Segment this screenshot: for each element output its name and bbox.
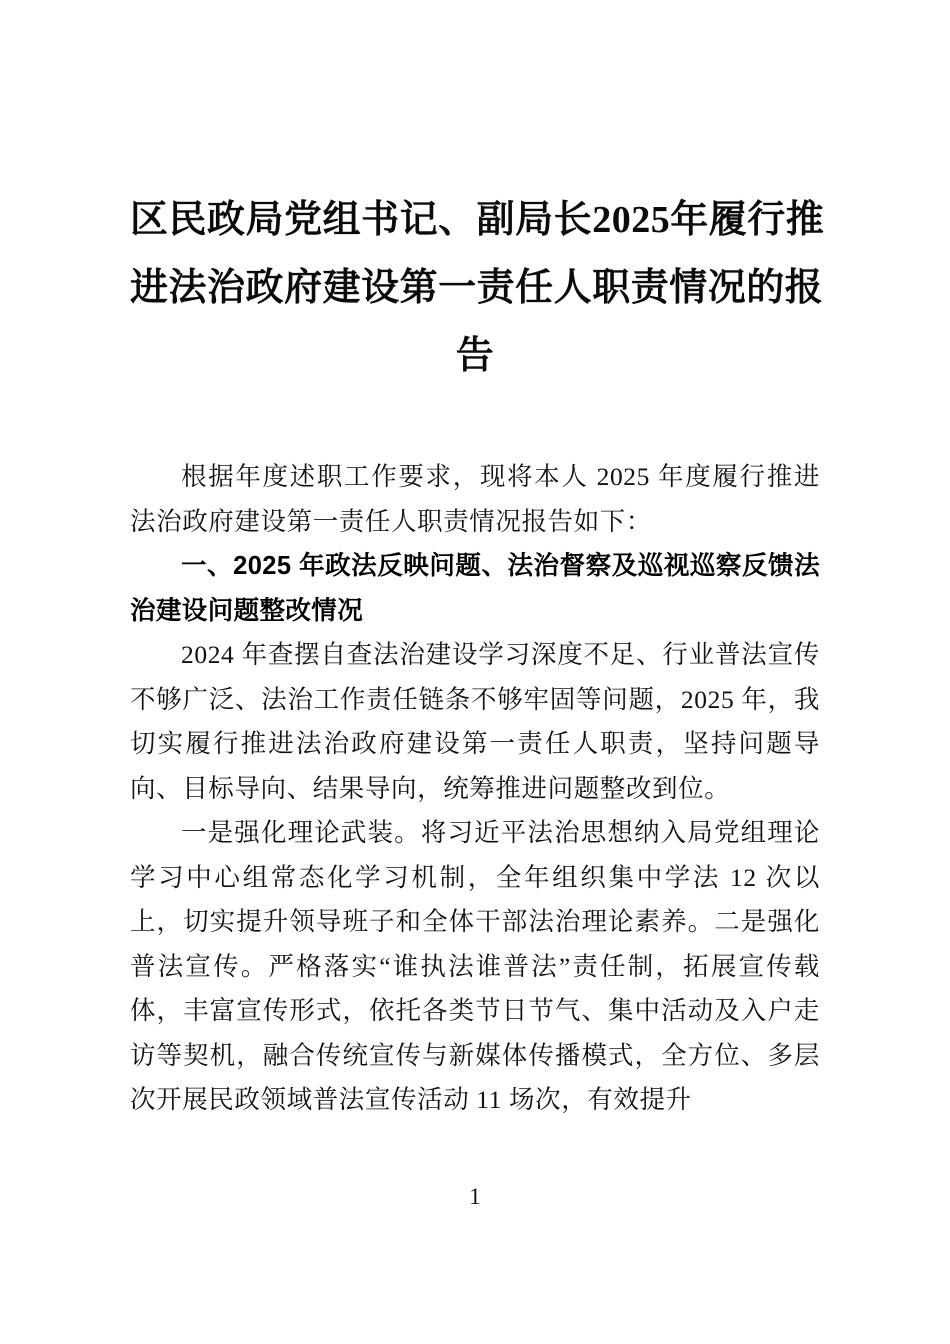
title-line-1-char: 履 — [708, 199, 748, 241]
page-title — [130, 186, 825, 390]
title-line-1-char: 区 — [130, 199, 169, 241]
title-line-1 — [130, 186, 825, 254]
title-line-2-char: 治 — [207, 267, 246, 309]
title-line-1-char: 组 — [322, 199, 362, 241]
title-line-2-char: 建 — [322, 267, 362, 309]
paragraph-rectification: 2024 年查摆自查法治建设学习深度不足、行业普法宣传不够广泛、法治工作责任链条不够牢固等问题，2025 年，我切实履行推进法治政府建设第一责任人职责，坚持问题导向、目标导向、结果导向，统筹推进问题整改到位。 — [130, 640, 820, 803]
title-line-2-char: 法 — [168, 267, 208, 309]
title-line-2-char: 任 — [515, 267, 554, 309]
title-line-1-char: 、 — [438, 199, 477, 241]
title-line-3: 告 — [455, 335, 495, 377]
paragraph-intro: 根据年度述职工作要求，现将本人 2025 年度履行推进法治政府建设第一责任人职责情况报告如下： — [130, 462, 820, 536]
title-line-2-char: 的 — [746, 267, 785, 309]
title-line-1-char: 党 — [284, 199, 323, 241]
title-line-2-char: 一 — [438, 267, 477, 309]
title-line-2-char: 府 — [284, 267, 323, 309]
title-line-1-char: 民 — [168, 199, 208, 241]
title-line-2-char: 责 — [476, 267, 516, 309]
title-line-2-char: 设 — [361, 267, 400, 309]
title-line-1-char: 2025 — [592, 199, 671, 241]
title-line-1-char: 长 — [553, 199, 593, 241]
title-line-2-char: 况 — [707, 267, 747, 309]
title-line-1-char: 书 — [361, 199, 400, 241]
title-line-2-char: 政 — [245, 267, 285, 309]
title-line-2-char: 职 — [592, 267, 631, 309]
document-body — [130, 455, 820, 1123]
title-line-1-char: 局 — [515, 199, 554, 241]
title-line-1-char: 记 — [399, 199, 439, 241]
title-line-2-char: 责 — [630, 267, 670, 309]
section-heading-one: 一、2025 年政法反映问题、法治督察及巡视巡察反馈法治建设问题整改情况 — [130, 552, 820, 625]
title-line-1-char: 政 — [207, 199, 246, 241]
title-line-1-char: 局 — [245, 199, 285, 241]
page-number: 1 — [469, 1184, 481, 1209]
title-line-2-char: 情 — [669, 267, 708, 309]
paragraph-measures: 一是强化理论武装。将习近平法治思想纳入局党组理论学习中心组常态化学习机制，全年组织集中学法 12 次以上，切实提升领导班子和全体干部法治理论素养。二是强化普法宣传。严格落实“谁执法谁普法”责任制，拓展宣传载体，丰富宣传形式，依托各类节日节气、集中活动及入户走访等契机，融合传统宣传与新媒体传播模式，全方位、多层次开展民政领域普法宣传活动 11 场次，有效提升 — [130, 818, 820, 1114]
title-line-2-char: 进 — [130, 267, 169, 309]
title-line-1-char: 推 — [785, 199, 825, 241]
title-line-2-char: 第 — [399, 267, 439, 309]
title-line-2-char: 人 — [553, 267, 593, 309]
title-line-1-char: 行 — [747, 199, 786, 241]
title-line-2-char: 报 — [784, 267, 824, 309]
title-line-2 — [130, 254, 824, 322]
title-line-1-char: 副 — [476, 199, 516, 241]
title-line-1-char: 年 — [670, 199, 709, 241]
